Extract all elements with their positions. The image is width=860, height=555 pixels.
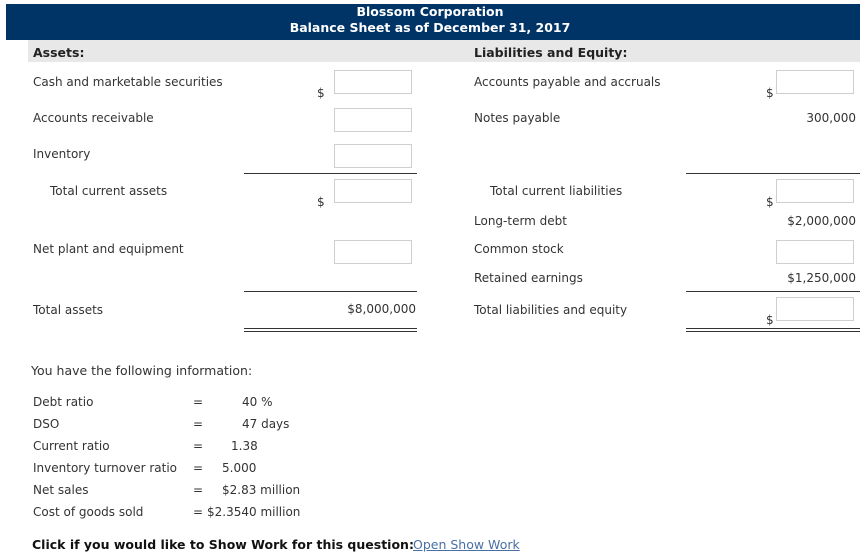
info-equals: = [193, 505, 204, 519]
total-assets-double-rule [244, 328, 417, 332]
company-title: Blossom Corporation [356, 4, 504, 19]
long-term-debt-value: $2,000,000 [787, 214, 856, 228]
info-label-current-ratio: Current ratio [33, 439, 110, 453]
payable-dollar-sign: $ [766, 86, 774, 100]
current-liabilities-rule [686, 173, 860, 174]
total-assets-value: $8,000,000 [347, 302, 416, 316]
info-label-dso: DSO [33, 417, 60, 431]
open-show-work-link[interactable]: Open Show Work [413, 537, 520, 552]
total-liabilities-top-rule [686, 291, 860, 292]
info-value-inventory-turnover: 5.000 [222, 461, 257, 475]
info-equals: = [193, 483, 204, 497]
info-value-net-sales: $2.83 million [222, 483, 301, 497]
total-liabilities-equity-input[interactable] [776, 297, 854, 321]
notes-payable-value: 300,000 [806, 111, 856, 125]
column-header-bar [28, 40, 860, 62]
total-liabilities-double-rule [686, 328, 860, 332]
cash-label: Cash and marketable securities [33, 75, 223, 89]
cash-dollar-sign: $ [317, 86, 325, 100]
info-value-dso: 47 days [242, 417, 290, 431]
info-value-cogs: $2.3540 million [207, 505, 301, 519]
receivable-label: Accounts receivable [33, 111, 154, 125]
payable-input[interactable] [776, 70, 854, 94]
info-equals: = [193, 439, 204, 453]
info-equals: = [193, 417, 204, 431]
total-current-assets-input[interactable] [334, 179, 412, 203]
info-equals: = [193, 461, 204, 475]
receivable-input[interactable] [334, 108, 412, 132]
current-assets-rule [244, 173, 417, 174]
liabilities-heading: Liabilities and Equity: [474, 45, 628, 60]
net-plant-input[interactable] [334, 240, 412, 264]
net-plant-label: Net plant and equipment [33, 242, 184, 256]
total-current-liabilities-dollar: $ [766, 195, 774, 209]
common-stock-input[interactable] [776, 240, 854, 264]
retained-earnings-value: $1,250,000 [787, 271, 856, 285]
retained-earnings-label: Retained earnings [474, 271, 583, 285]
inventory-label: Inventory [33, 147, 91, 161]
info-label-net-sales: Net sales [33, 483, 89, 497]
total-current-liabilities-input[interactable] [776, 179, 854, 203]
info-intro: You have the following information: [31, 363, 253, 378]
total-current-liabilities-label: Total current liabilities [490, 184, 623, 198]
notes-payable-label: Notes payable [474, 111, 561, 125]
total-current-assets-dollar: $ [317, 195, 325, 209]
info-label-inventory-turnover: Inventory turnover ratio [33, 461, 178, 475]
balance-sheet-subtitle: Balance Sheet as of December 31, 2017 [289, 20, 571, 35]
info-value-current-ratio: 1.38 [231, 439, 258, 453]
info-equals: = [193, 395, 204, 409]
inventory-input[interactable] [334, 144, 412, 168]
total-liabilities-equity-label: Total liabilities and equity [474, 303, 628, 317]
assets-heading: Assets: [33, 45, 85, 60]
info-value-debt-ratio: 40 % [242, 395, 273, 409]
payable-label: Accounts payable and accruals [474, 75, 661, 89]
total-liabilities-dollar: $ [766, 313, 774, 327]
cash-input[interactable] [334, 70, 412, 94]
total-assets-top-rule [244, 291, 417, 292]
show-work-prompt: Click if you would like to Show Work for this question: [32, 537, 414, 552]
total-assets-label: Total assets [33, 303, 104, 317]
info-label-debt-ratio: Debt ratio [33, 395, 94, 409]
common-stock-label: Common stock [474, 242, 564, 256]
info-label-cogs: Cost of goods sold [33, 505, 144, 519]
balance-sheet-header [0, 0, 860, 40]
long-term-debt-label: Long-term debt [474, 214, 568, 228]
total-current-assets-label: Total current assets [50, 184, 168, 198]
